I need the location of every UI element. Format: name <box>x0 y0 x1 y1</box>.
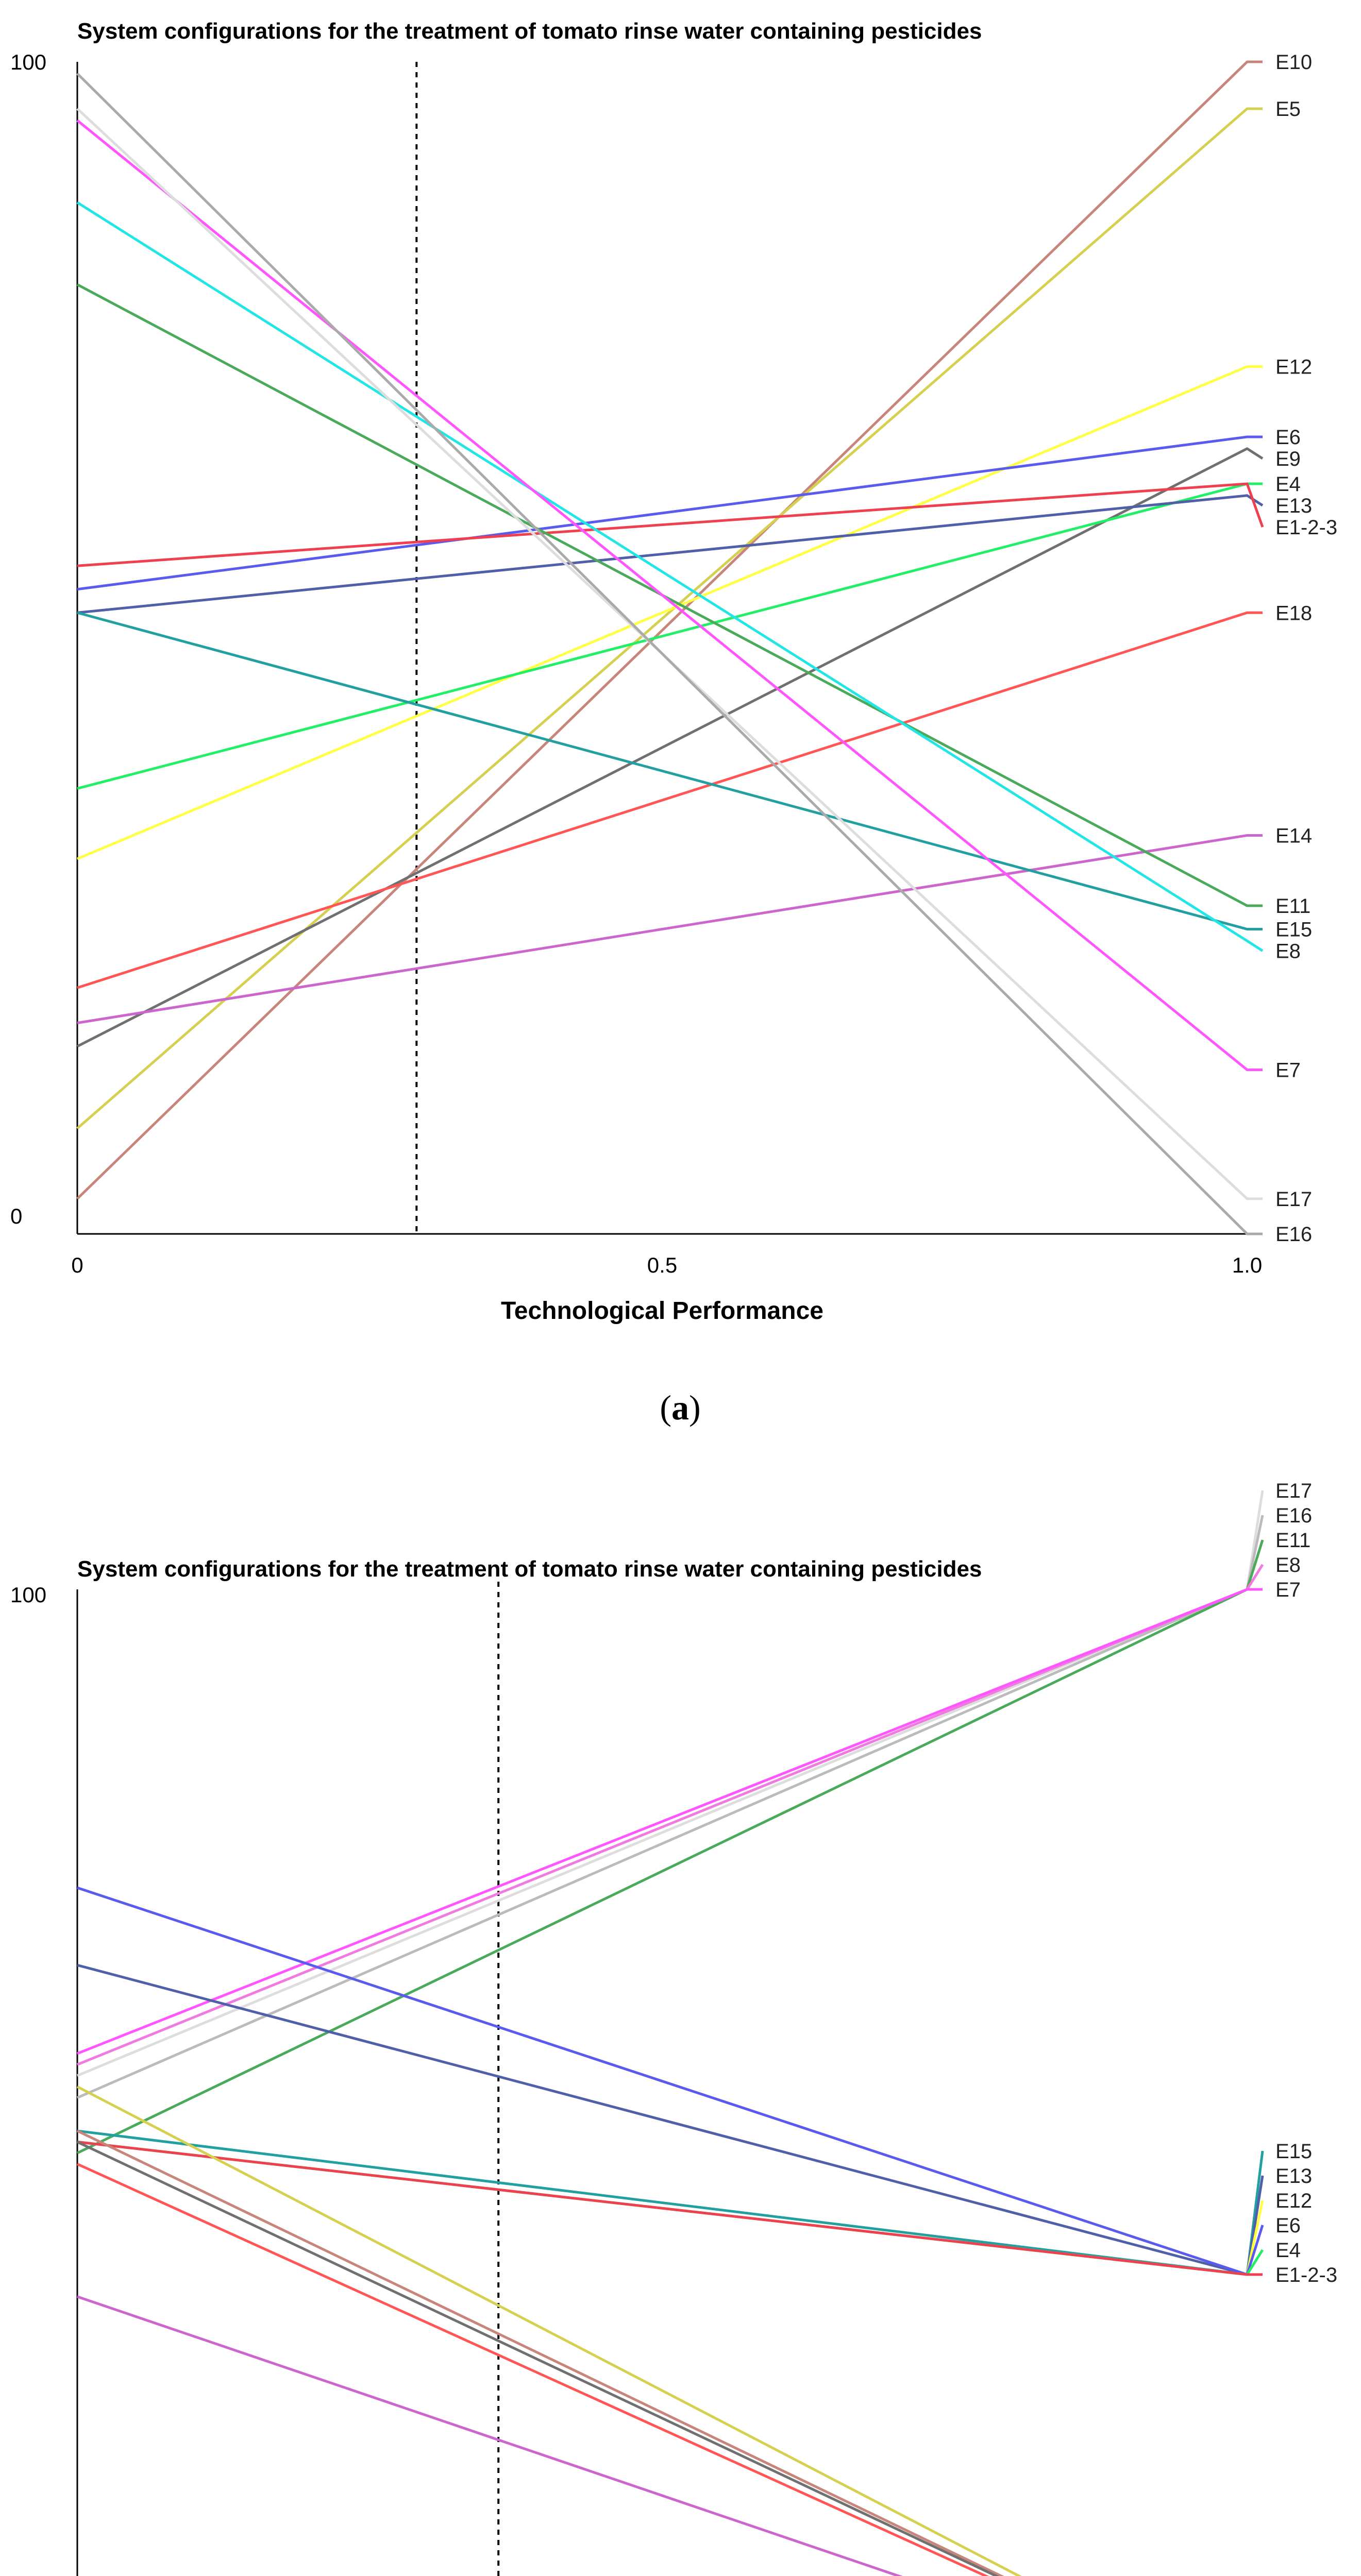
series-label-E5: E5 <box>1275 98 1301 121</box>
series-label-E18: E18 <box>1275 602 1313 625</box>
series-label-E6: E6 <box>1275 2214 1301 2237</box>
series-line-E6 <box>77 437 1263 589</box>
series-line-E9 <box>77 2142 1263 2576</box>
series-label-E16: E16 <box>1275 1504 1313 1527</box>
series-label-E7: E7 <box>1275 1579 1301 1601</box>
series-end-labels <box>1275 51 1337 1246</box>
series-line-E10 <box>77 2131 1263 2576</box>
series-label-E6: E6 <box>1275 426 1301 449</box>
series-label-E15: E15 <box>1275 2140 1313 2163</box>
series-label-E9: E9 <box>1275 448 1301 470</box>
series-line-E15 <box>77 2131 1263 2275</box>
series-label-E17: E17 <box>1275 1480 1313 1502</box>
series-label-E4: E4 <box>1275 2239 1301 2262</box>
series-label-E8: E8 <box>1275 1554 1301 1577</box>
series-line-E11 <box>77 1540 1263 2153</box>
series-label-E13: E13 <box>1275 2164 1313 2188</box>
series-line-E16 <box>77 1515 1263 2098</box>
chart-panel-a <box>10 19 1337 1427</box>
series-line-E8 <box>77 1565 1263 2064</box>
series-line-E8 <box>77 202 1263 951</box>
x-tick-label-0.5: 0.5 <box>647 1253 678 1277</box>
series-label-E10: E10 <box>1275 51 1313 74</box>
series-lines <box>77 1490 1263 2576</box>
series-label-E8: E8 <box>1275 940 1301 963</box>
series-label-E12: E12 <box>1275 2189 1313 2212</box>
series-label-E14: E14 <box>1275 824 1313 848</box>
series-label-E11: E11 <box>1275 1529 1311 1552</box>
series-end-labels <box>1275 1480 1337 2576</box>
x-tick-label-1.0: 1.0 <box>1232 1253 1263 1277</box>
series-label-E12: E12 <box>1275 355 1313 379</box>
x-axis-label: Technological Performance <box>501 1297 824 1325</box>
series-label-E1-2-3: E1-2-3 <box>1275 516 1338 539</box>
y-tick-label-100: 100 <box>10 50 47 74</box>
series-line-E5 <box>77 109 1263 1128</box>
series-line-E17 <box>77 109 1263 1199</box>
series-label-E17: E17 <box>1275 1188 1313 1211</box>
series-label-E16: E16 <box>1275 1223 1313 1246</box>
series-label-E11: E11 <box>1275 895 1311 918</box>
x-tick-label-0: 0 <box>71 1253 83 1277</box>
y-tick-label-100: 100 <box>10 1583 47 1607</box>
series-line-E16 <box>77 74 1263 1234</box>
chart-title: System configurations for the treatment of tomato rinse water containing pesticides <box>77 1556 982 1582</box>
series-line-E14 <box>77 2297 1263 2576</box>
y-tick-label-0: 0 <box>10 1204 23 1228</box>
series-line-E9 <box>77 449 1263 1046</box>
panel-caption-a: (a) <box>660 1388 701 1427</box>
series-line-E18 <box>77 613 1263 988</box>
series-label-E13: E13 <box>1275 495 1313 517</box>
series-label-E15: E15 <box>1275 918 1313 941</box>
series-label-E1-2-3: E1-2-3 <box>1275 2263 1338 2286</box>
series-line-E5 <box>77 2087 1263 2576</box>
chart-title: System configurations for the treatment of tomato rinse water containing pesticides <box>77 19 982 44</box>
series-line-E13 <box>77 1965 1263 2275</box>
series-label-E4: E4 <box>1275 473 1301 496</box>
series-line-E10 <box>77 62 1263 1199</box>
series-label-E7: E7 <box>1275 1059 1301 1082</box>
chart-panel-b <box>10 1480 1337 2576</box>
series-line-E14 <box>77 836 1263 1023</box>
series-lines <box>77 62 1263 1234</box>
